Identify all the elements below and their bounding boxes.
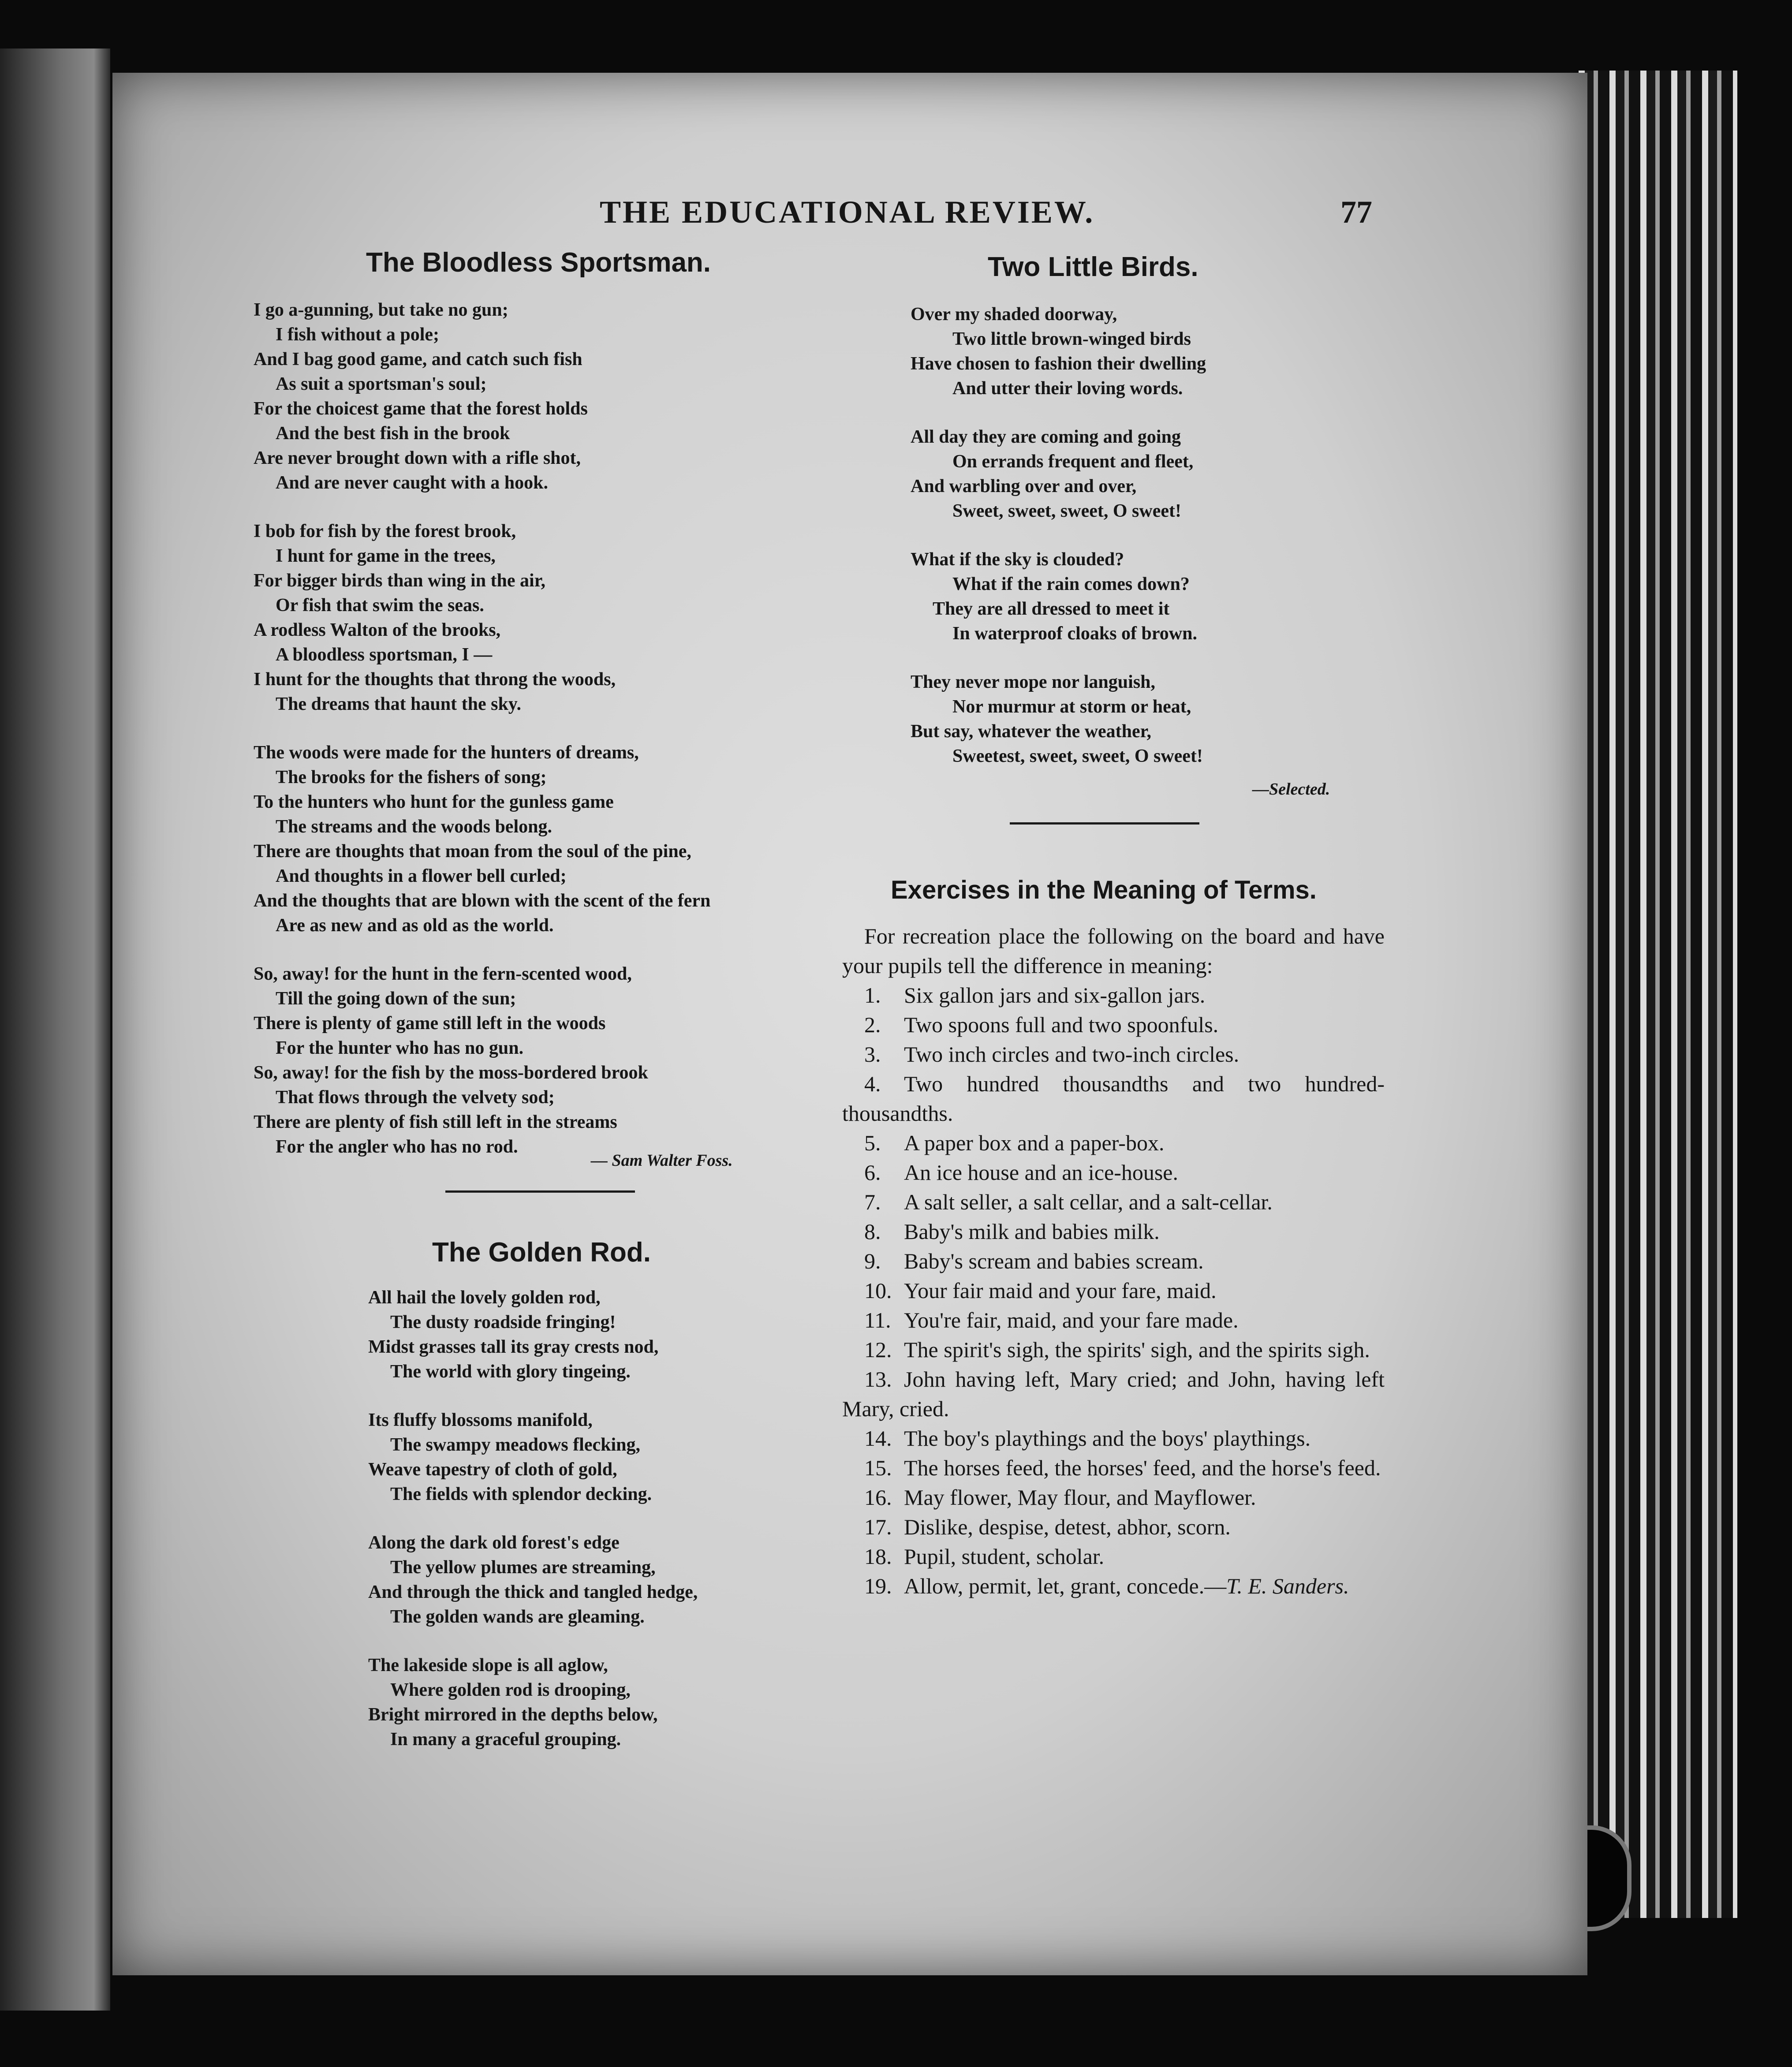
poem-line: I go a-gunning, but take no gun;: [254, 300, 508, 320]
exercise-number: 3.: [864, 1042, 881, 1067]
poem-line: And through the thick and tangled hedge,: [368, 1582, 698, 1602]
poem-line: For the angler who has no rod.: [276, 1137, 518, 1157]
poem-line: The yellow plumes are streaming,: [390, 1557, 656, 1578]
poem-line: Its fluffy blossoms manifold,: [368, 1410, 593, 1430]
poem-line: There is plenty of game still left in the woods: [254, 1013, 606, 1034]
poem-author: — Sam Walter Foss.: [591, 1151, 733, 1170]
exercise-number: 19.: [864, 1574, 892, 1598]
poem-line: But say, whatever the weather,: [911, 721, 1151, 742]
facing-page-edge: [0, 49, 110, 2011]
exercise-text: The horses feed, the horses' feed, and the horse's feed.: [904, 1455, 1381, 1480]
exercise-item: [842, 1542, 1385, 1571]
exercise-item: [842, 1571, 1385, 1601]
poem-line: In waterproof cloaks of brown.: [952, 623, 1197, 644]
exercise-item: [842, 1365, 1385, 1424]
exercise-text: Two hundred thousandths and two hundred-thousandths.: [842, 1071, 1385, 1126]
exercise-number: 2.: [864, 1012, 881, 1037]
exercise-text: Six gallon jars and six-gallon jars.: [904, 983, 1206, 1007]
exercise-item: [842, 1217, 1385, 1246]
poem-line: I hunt for game in the trees,: [276, 546, 496, 566]
exercise-number: 5.: [864, 1131, 881, 1155]
exercise-item: [842, 1040, 1385, 1069]
exercise-number: 9.: [864, 1249, 881, 1273]
poem-line: A rodless Walton of the brooks,: [254, 620, 501, 640]
exercise-number: 16.: [864, 1485, 892, 1510]
exercises-intro: For recreation place the following on the board and have your pupils tell the difference in meaning:: [842, 924, 1385, 978]
poem-line: I hunt for the thoughts that throng the woods,: [254, 669, 616, 690]
exercise-number: 14.: [864, 1426, 892, 1451]
exercise-number: 6.: [864, 1160, 881, 1185]
poem-line: Two little brown-winged birds: [952, 329, 1191, 349]
exercise-number: 7.: [864, 1190, 881, 1214]
exercise-item: [842, 1128, 1385, 1158]
poem-line: Weave tapestry of cloth of gold,: [368, 1459, 617, 1480]
poem-line: A bloodless sportsman, I —: [276, 645, 493, 665]
exercise-number: 13.: [864, 1367, 892, 1392]
exercise-number: 18.: [864, 1544, 892, 1569]
exercise-item: [842, 981, 1385, 1010]
poem-line: The dusty roadside fringing!: [390, 1312, 616, 1332]
exercise-text: Dislike, despise, detest, abhor, scorn.: [904, 1515, 1231, 1539]
poem-line: And utter their loving words.: [952, 378, 1183, 399]
exercise-item: [842, 1069, 1385, 1128]
section-rule: [1010, 822, 1199, 825]
poem-line: I bob for fish by the forest brook,: [254, 521, 516, 541]
poem-line: On errands frequent and fleet,: [952, 451, 1194, 472]
exercise-number: 10.: [864, 1278, 892, 1303]
exercise-number: 15.: [864, 1455, 892, 1480]
poem-line: The world with glory tingeing.: [390, 1362, 631, 1382]
book-spine: [1579, 71, 1737, 1918]
poem-author: —Selected.: [1252, 780, 1330, 798]
poem-line: The lakeside slope is all aglow,: [368, 1655, 608, 1675]
exercise-text: A salt seller, a salt cellar, and a salt-cellar.: [904, 1190, 1273, 1214]
exercise-text: A paper box and a paper-box.: [904, 1131, 1165, 1155]
exercise-item: [842, 1483, 1385, 1512]
exercise-text: The spirit's sigh, the spirits' sigh, and the spirits sigh.: [904, 1337, 1370, 1362]
poem-title-golden-rod: The Golden Rod.: [432, 1237, 651, 1268]
exercises-signature: T. E. Sanders.: [1226, 1574, 1349, 1598]
exercise-number: 4.: [864, 1071, 881, 1096]
exercise-text: May flower, May flour, and Mayflower.: [904, 1485, 1256, 1510]
poem-line: Over my shaded doorway,: [911, 304, 1117, 325]
poem-line: Where golden rod is drooping,: [390, 1680, 631, 1700]
poem-line: Are as new and as old as the world.: [276, 915, 554, 936]
exercises-body: [842, 922, 1385, 1601]
poem-line: And are never caught with a hook.: [276, 473, 549, 493]
exercise-item: [842, 1306, 1385, 1335]
poem-line: Have chosen to fashion their dwelling: [911, 354, 1206, 374]
poem-line: What if the sky is clouded?: [911, 549, 1124, 570]
poem-title-two-little-birds: Two Little Birds.: [988, 252, 1198, 282]
section-rule: [445, 1190, 635, 1193]
poem-golden-rod: [368, 1285, 698, 1752]
exercise-text: Allow, permit, let, grant, concede.—: [904, 1574, 1227, 1598]
poem-line: Along the dark old forest's edge: [368, 1533, 620, 1553]
poem-line: As suit a sportsman's soul;: [276, 374, 487, 394]
poem-line: Nor murmur at storm or heat,: [952, 697, 1191, 717]
exercise-item: [842, 1246, 1385, 1276]
exercise-item: [842, 1010, 1385, 1040]
exercise-item: [842, 1424, 1385, 1453]
exercise-text: The boy's playthings and the boys' playthings.: [904, 1426, 1311, 1451]
poem-line: And I bag good game, and catch such fish: [254, 349, 582, 369]
poem-line: For the choicest game that the forest holds: [254, 399, 588, 419]
exercise-number: 1.: [864, 983, 881, 1007]
exercise-text: Pupil, student, scholar.: [904, 1544, 1105, 1569]
poem-line: The golden wands are gleaming.: [390, 1607, 645, 1627]
poem-line: The swampy meadows flecking,: [390, 1435, 641, 1455]
poem-line: The brooks for the fishers of song;: [276, 767, 547, 787]
poem-line: The fields with splendor decking.: [390, 1484, 652, 1504]
poem-line: Or fish that swim the seas.: [276, 595, 484, 616]
poem-line: All day they are coming and going: [911, 427, 1181, 447]
exercise-item: [842, 1276, 1385, 1306]
poem-line: For bigger birds than wing in the air,: [254, 571, 545, 591]
page-number: 77: [1340, 194, 1372, 230]
poem-line: They never mope nor languish,: [911, 672, 1156, 692]
exercise-text: Two spoons full and two spoonfuls.: [904, 1012, 1219, 1037]
exercise-number: 8.: [864, 1219, 881, 1244]
poem-line: To the hunters who hunt for the gunless game: [254, 792, 614, 812]
poem-line: There are thoughts that moan from the soul of the pine,: [254, 841, 691, 862]
poem-line: I fish without a pole;: [276, 325, 440, 345]
poem-line: Till the going down of the sun;: [276, 989, 516, 1009]
exercise-text: An ice house and an ice-house.: [904, 1160, 1178, 1185]
exercise-text: John having left, Mary cried; and John, having left Mary, cried.: [842, 1367, 1385, 1421]
poem-line: For the hunter who has no gun.: [276, 1038, 524, 1058]
poem-line: So, away! for the hunt in the fern-scented wood,: [254, 964, 632, 984]
poem-line: And warbling over and over,: [911, 476, 1137, 496]
poem-line: They are all dressed to meet it: [933, 599, 1170, 619]
poem-title-bloodless-sportsman: The Bloodless Sportsman.: [366, 247, 711, 278]
poem-line: Sweetest, sweet, sweet, O sweet!: [952, 746, 1203, 766]
exercise-item: [842, 1187, 1385, 1217]
poem-line: All hail the lovely golden rod,: [368, 1287, 601, 1308]
poem-line: And the thoughts that are blown with the scent of the fern: [254, 891, 711, 911]
exercise-item: [842, 1335, 1385, 1365]
poem-line: Are never brought down with a rifle shot,: [254, 448, 581, 468]
exercise-item: [842, 1453, 1385, 1483]
exercise-number: 12.: [864, 1337, 892, 1362]
exercise-number: 11.: [864, 1308, 891, 1332]
poem-line: That flows through the velvety sod;: [276, 1087, 555, 1108]
poem-line: In many a graceful grouping.: [390, 1729, 621, 1750]
poem-line: Midst grasses tall its gray crests nod,: [368, 1337, 659, 1357]
poem-line: There are plenty of fish still left in the streams: [254, 1112, 617, 1132]
exercises-title: Exercises in the Meaning of Terms.: [891, 876, 1317, 904]
exercise-number: 17.: [864, 1515, 892, 1539]
poem-line: So, away! for the fish by the moss-bordered brook: [254, 1063, 648, 1083]
poem-line: Sweet, sweet, sweet, O sweet!: [952, 501, 1181, 521]
exercise-text: You're fair, maid, and your fare made.: [904, 1308, 1239, 1332]
running-head: THE EDUCATIONAL REVIEW.: [600, 194, 1095, 230]
poem-line: What if the rain comes down?: [952, 574, 1190, 594]
exercise-item: [842, 1512, 1385, 1542]
exercise-text: Two inch circles and two-inch circles.: [904, 1042, 1239, 1067]
poem-line: The woods were made for the hunters of dreams,: [254, 742, 639, 763]
exercise-text: Your fair maid and your fare, maid.: [904, 1278, 1217, 1303]
poem-line: The streams and the woods belong.: [276, 817, 552, 837]
exercise-text: Baby's scream and babies scream.: [904, 1249, 1204, 1273]
exercise-text: Baby's milk and babies milk.: [904, 1219, 1160, 1244]
poem-line: Bright mirrored in the depths below,: [368, 1705, 658, 1725]
exercise-item: [842, 1158, 1385, 1187]
poem-bloodless-sportsman: [254, 298, 710, 1159]
poem-line: And thoughts in a flower bell curled;: [276, 866, 567, 886]
poem-line: The dreams that haunt the sky.: [276, 694, 521, 714]
poem-line: And the best fish in the brook: [276, 423, 510, 444]
poem-two-little-birds: [911, 302, 1206, 769]
